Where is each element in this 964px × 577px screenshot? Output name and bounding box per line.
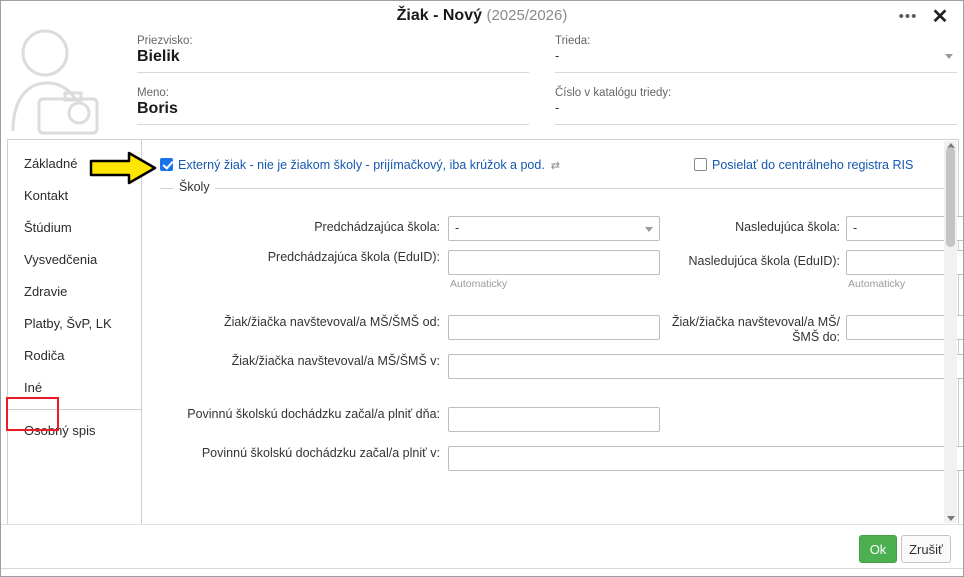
dialog-body [7, 139, 959, 525]
hint-nasledujuca-skola-eduid: Automaticky [848, 278, 906, 290]
value-trieda[interactable]: - [555, 48, 957, 73]
header-fields [137, 35, 957, 133]
avatar [9, 27, 129, 137]
page-title-text: Žiak - Nový [396, 7, 482, 24]
ris-register-label[interactable]: Posielať do centrálneho registra RIS [712, 158, 914, 172]
value-priezvisko[interactable]: Bielik [137, 48, 529, 73]
field-trieda [555, 35, 957, 73]
label-nasledujuca-skola: Nasledujúca škola: [735, 220, 840, 234]
label-meno: Meno: [137, 87, 169, 99]
input-predchadzajuca-skola-eduid[interactable] [448, 250, 660, 275]
scrollbar-thumb[interactable] [946, 147, 955, 247]
value-meno[interactable]: Boris [137, 100, 529, 125]
input-dochadzka-v[interactable] [448, 446, 964, 471]
select-predchadzajuca-skola-value: - [455, 221, 460, 235]
chevron-down-icon[interactable] [945, 54, 953, 59]
label-dochadzka-dna: Povinnú školskú dochádzku začal/a plniť dňa: [187, 407, 440, 421]
cancel-button[interactable]: Zrušiť [901, 535, 951, 563]
sidebar [8, 140, 142, 524]
ris-checkbox-row [694, 158, 913, 172]
label-ms-v: Žiak/žiačka navštevoval/a MŠ/ŠMŠ v: [231, 354, 440, 368]
sidebar-item-zdravie[interactable]: Zdravie [24, 284, 68, 299]
field-meno [137, 87, 529, 125]
page-title-year: (2025/2026) [486, 7, 568, 24]
extern-student-checkbox[interactable] [160, 158, 173, 171]
pin-icon[interactable]: ⇄ [550, 160, 561, 172]
chevron-down-icon[interactable] [645, 227, 653, 232]
sidebar-item-platby[interactable]: Platby, ŠvP, LK [24, 316, 112, 331]
select-predchadzajuca-skola[interactable] [448, 216, 660, 241]
label-predchadzajuca-skola-eduid: Predchádzajúca škola (EduID): [267, 250, 440, 264]
page-title [1, 7, 963, 25]
input-dochadzka-dna[interactable] [448, 407, 660, 432]
label-ms-od: Žiak/žiačka navštevoval/a MŠ/ŠMŠ od: [223, 315, 440, 329]
title-bar [1, 1, 963, 33]
label-priezvisko: Priezvisko: [137, 35, 193, 47]
scroll-down-icon[interactable] [947, 516, 955, 521]
sidebar-item-zakladne[interactable]: Základné [24, 156, 78, 171]
label-predchadzajuca-skola: Predchádzajúca škola: [314, 220, 440, 234]
skoly-fieldset [160, 180, 950, 506]
value-cislo-v-katalogu[interactable]: - [555, 100, 957, 125]
label-nasledujuca-skola-eduid: Nasledujúca škola (EduID): [688, 254, 840, 268]
sidebar-item-rodica[interactable]: Rodiča [24, 348, 65, 363]
label-trieda: Trieda: [555, 35, 591, 47]
sidebar-item-kontakt[interactable]: Kontakt [24, 188, 69, 203]
input-ms-od[interactable] [448, 315, 660, 340]
sidebar-item-osobny-spis[interactable]: Osobný spis [24, 423, 96, 438]
sidebar-divider [8, 409, 141, 410]
field-priezvisko [137, 35, 529, 73]
content-pane [142, 140, 958, 524]
ok-button[interactable]: Ok [859, 535, 897, 563]
more-options-icon[interactable]: ••• [898, 8, 918, 25]
ris-register-checkbox[interactable] [694, 158, 707, 171]
checkbox-row [160, 158, 950, 172]
close-icon[interactable]: ✕ [931, 6, 949, 28]
sidebar-item-studium[interactable]: Štúdium [24, 220, 72, 235]
extern-student-label[interactable]: Externý žiak - nie je žiakom školy - prijímačkový, iba krúžok a pod. [178, 158, 545, 172]
fieldset-border [160, 188, 950, 189]
hint-predchadzajuca-skola-eduid: Automaticky [450, 278, 508, 290]
sidebar-item-ine[interactable]: Iné [8, 372, 141, 404]
label-dochadzka-v: Povinnú školskú dochádzku začal/a plniť v: [201, 446, 440, 460]
field-cislo-v-katalogu [555, 87, 957, 125]
status-bar [1, 568, 964, 576]
select-nasledujuca-skola-value: - [853, 221, 858, 235]
sidebar-item-vysvedcenia[interactable]: Vysvedčenia [24, 252, 98, 267]
content-scrollbar[interactable] [944, 141, 957, 523]
input-ms-v[interactable] [448, 354, 964, 379]
label-ms-do: Žiak/žiačka navštevoval/a MŠ/ŠMŠ do: [671, 315, 840, 344]
fieldset-legend: Školy [174, 180, 215, 194]
label-cislo-v-katalogu: Číslo v katalógu triedy: [555, 87, 672, 99]
